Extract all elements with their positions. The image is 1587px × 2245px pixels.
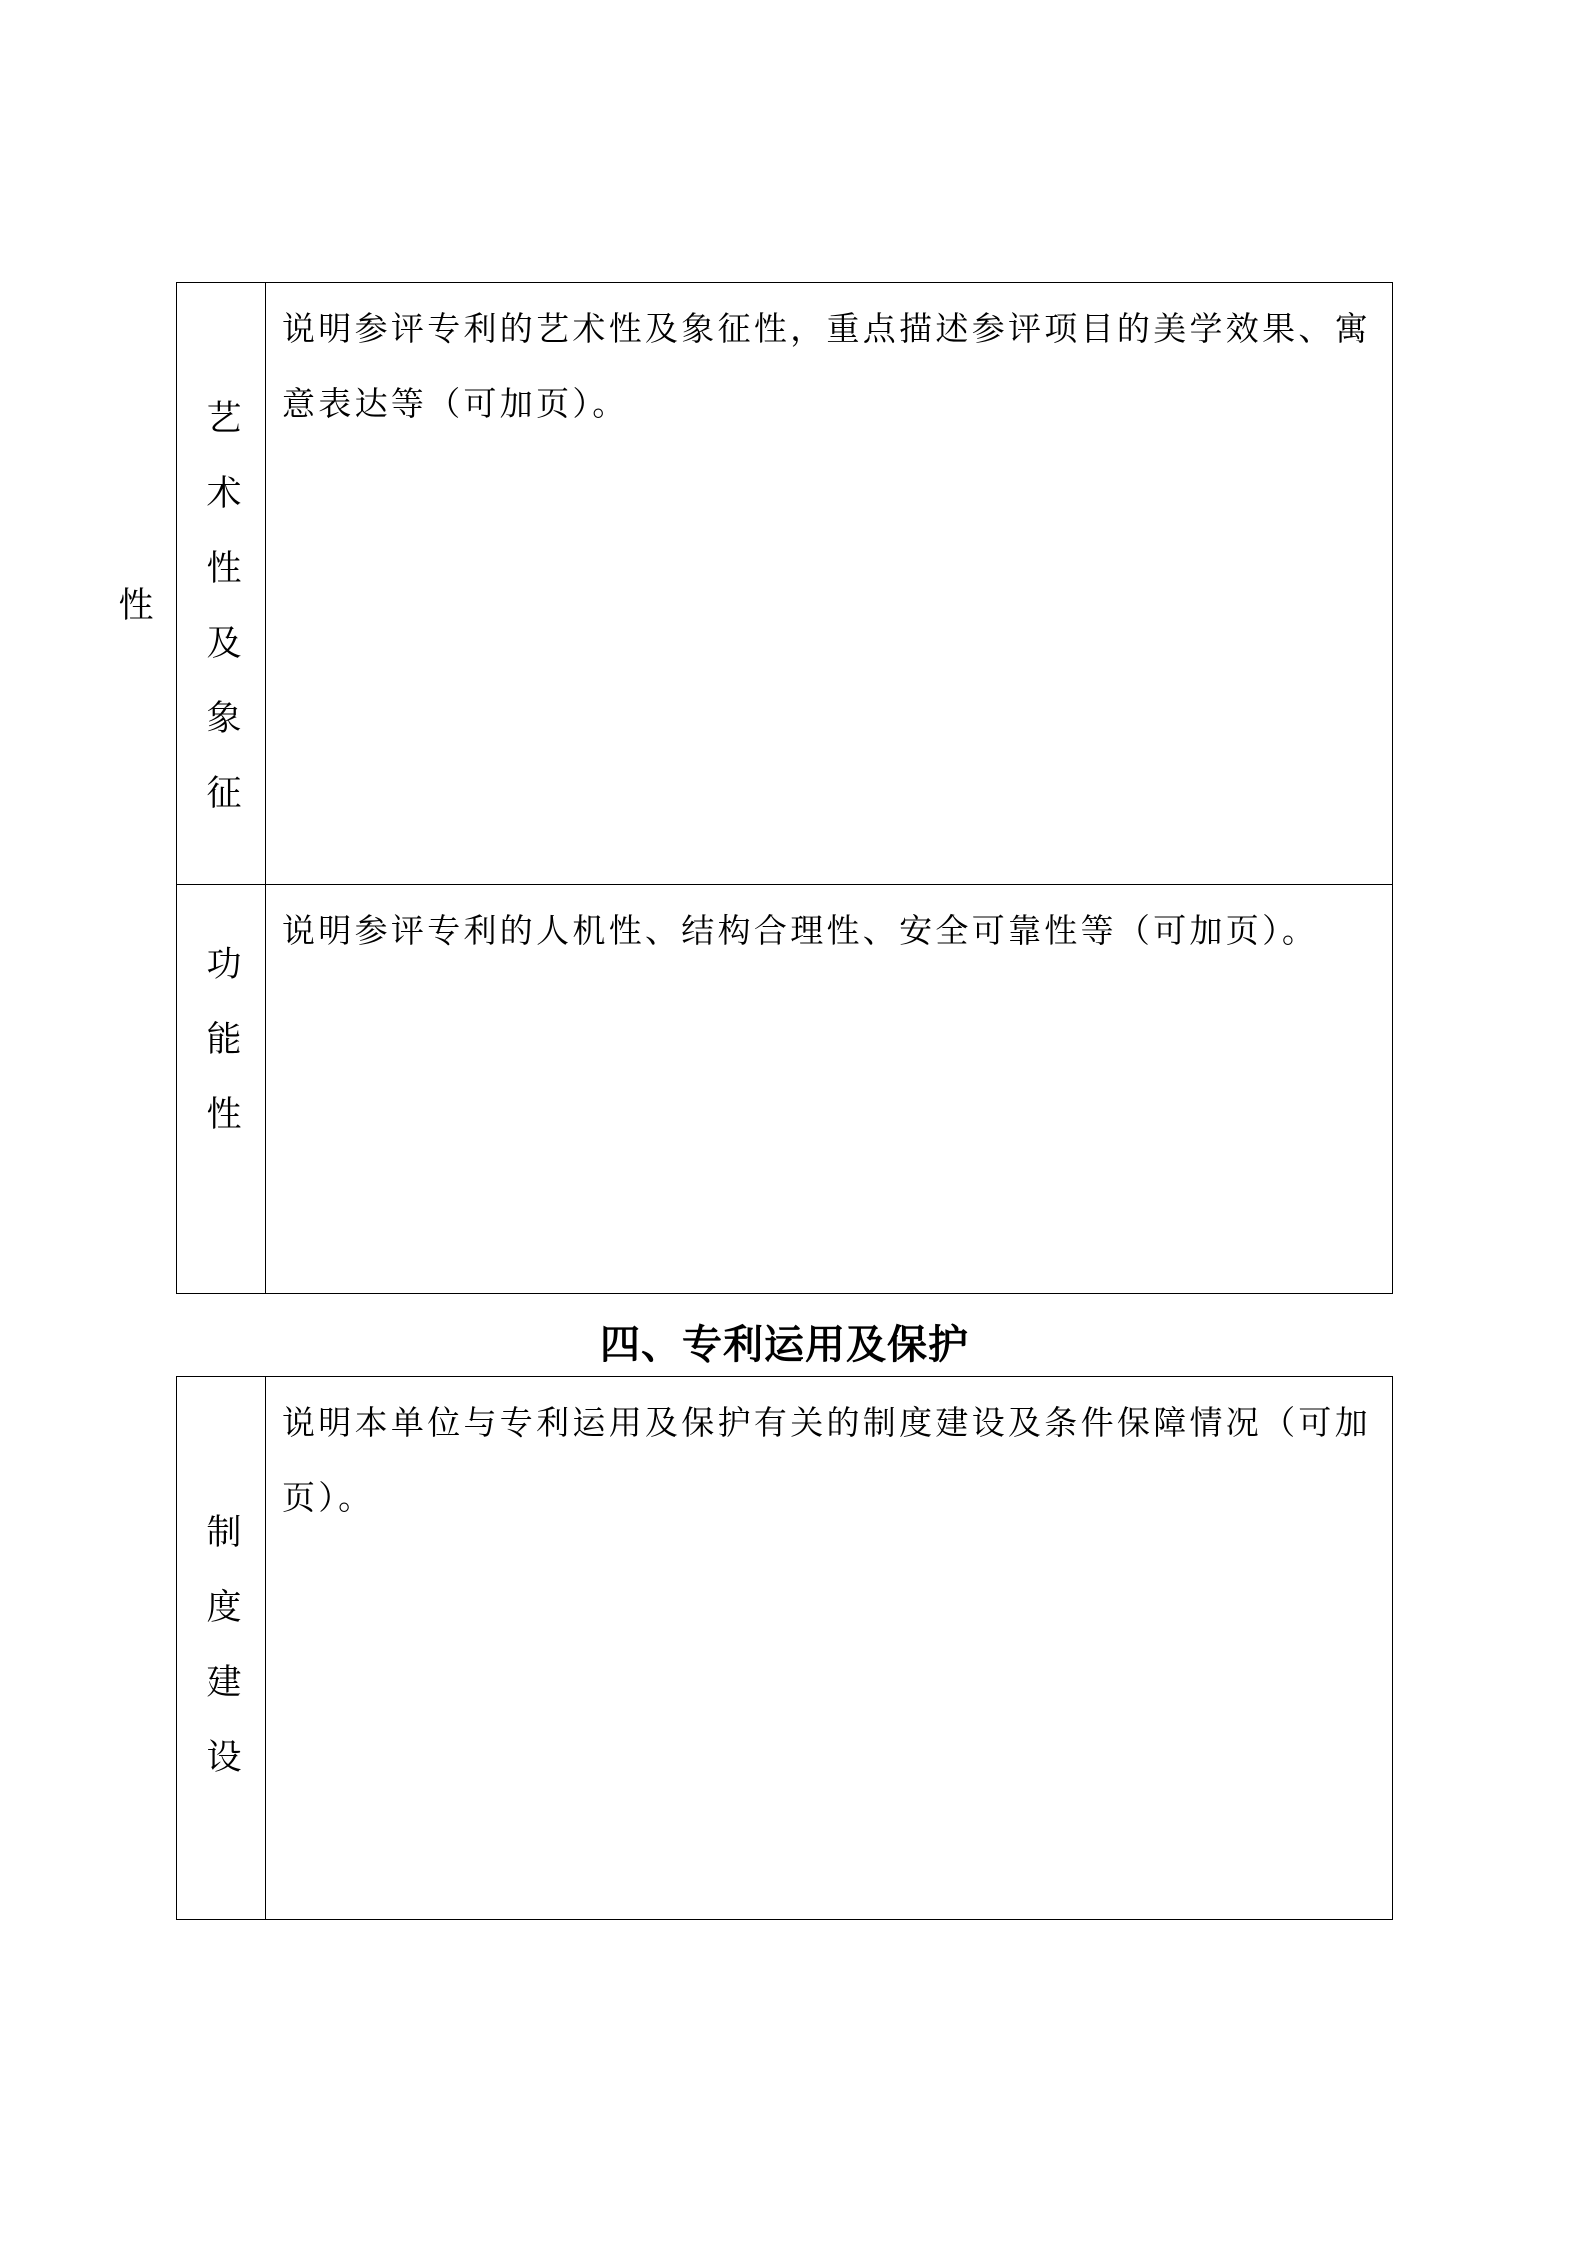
row-content-cell[interactable] <box>266 885 1393 1294</box>
row-description-artistic: 说明参评专利的艺术性及象征性，重点描述参评项目的美学效果、寓意表达等（可加页）。 <box>282 309 1371 423</box>
row-label-cell <box>177 885 266 1294</box>
row-label-cell <box>177 1377 266 1920</box>
row-label-cell <box>113 283 266 885</box>
row-content-cell[interactable] <box>266 1377 1393 1920</box>
evaluation-table-design <box>113 282 1393 1294</box>
section-title-patent-use-protection: 四、专利运用及保护 <box>600 1322 969 1368</box>
row-label-artistic: 艺术性及象征性 <box>113 398 241 849</box>
table-row-artistic <box>177 283 1393 885</box>
row-label-functional: 功能性 <box>201 945 241 1170</box>
evaluation-table-protection <box>176 1376 1393 1920</box>
row-content-cell[interactable] <box>266 283 1393 885</box>
row-description-functional: 说明参评专利的人机性、结构合理性、安全可靠性等（可加页）。 <box>282 911 1319 950</box>
table-row-system <box>177 1377 1393 1920</box>
row-label-system: 制度建设 <box>201 1513 241 1813</box>
row-description-system: 说明本单位与专利运用及保护有关的制度建设及条件保障情况（可加页）。 <box>282 1403 1371 1517</box>
table-row-functional <box>177 885 1393 1294</box>
